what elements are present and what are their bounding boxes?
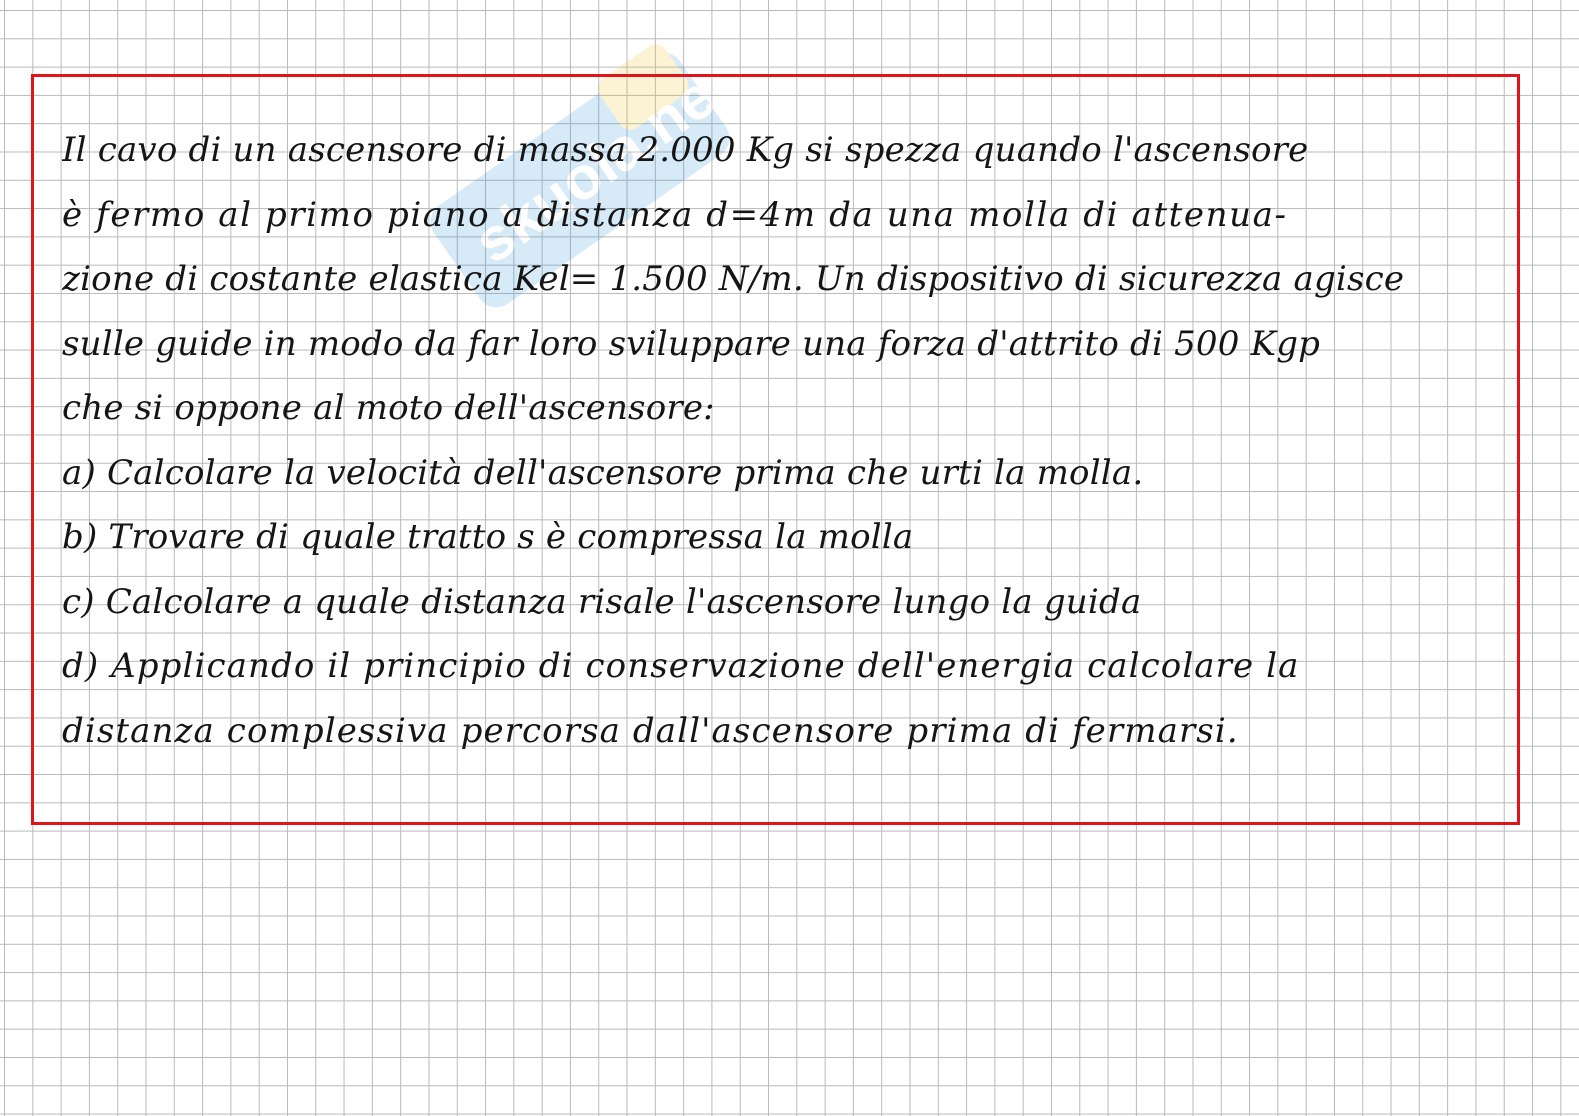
problem-line: zione di costante elastica Kel= 1.500 N/m. Un dispositivo di sicurezza agisce bbox=[62, 259, 1405, 299]
problem-line: è fermo al primo piano a distanza d=4m da una molla di attenua- bbox=[62, 194, 1288, 235]
question-c: c) Calcolare a quale distanza risale l'ascensore lungo la guida bbox=[62, 581, 1142, 622]
problem-line: Il cavo di un ascensore di massa 2.000 Kg si spezza quando l'ascensore bbox=[62, 130, 1309, 170]
question-a: a) Calcolare la velocità dell'ascensore prima che urti la molla. bbox=[62, 452, 1144, 493]
watermark-brand-text: skuola.net bbox=[462, 50, 744, 276]
question-d: d) Applicando il principio di conservazione dell'energia calcolare la bbox=[62, 646, 1300, 686]
problem-line: sulle guide in modo da far loro sviluppare una forza d'attrito di 500 Kgp bbox=[62, 323, 1321, 364]
problem-statement bbox=[62, 118, 1482, 763]
problem-line: che si oppone al moto dell'ascensore: bbox=[62, 388, 715, 428]
question-b: b) Trovare di quale tratto s è compressa la molla bbox=[62, 517, 914, 557]
question-d-continued: distanza complessiva percorsa dall'ascensore prima di fermarsi. bbox=[62, 710, 1239, 751]
